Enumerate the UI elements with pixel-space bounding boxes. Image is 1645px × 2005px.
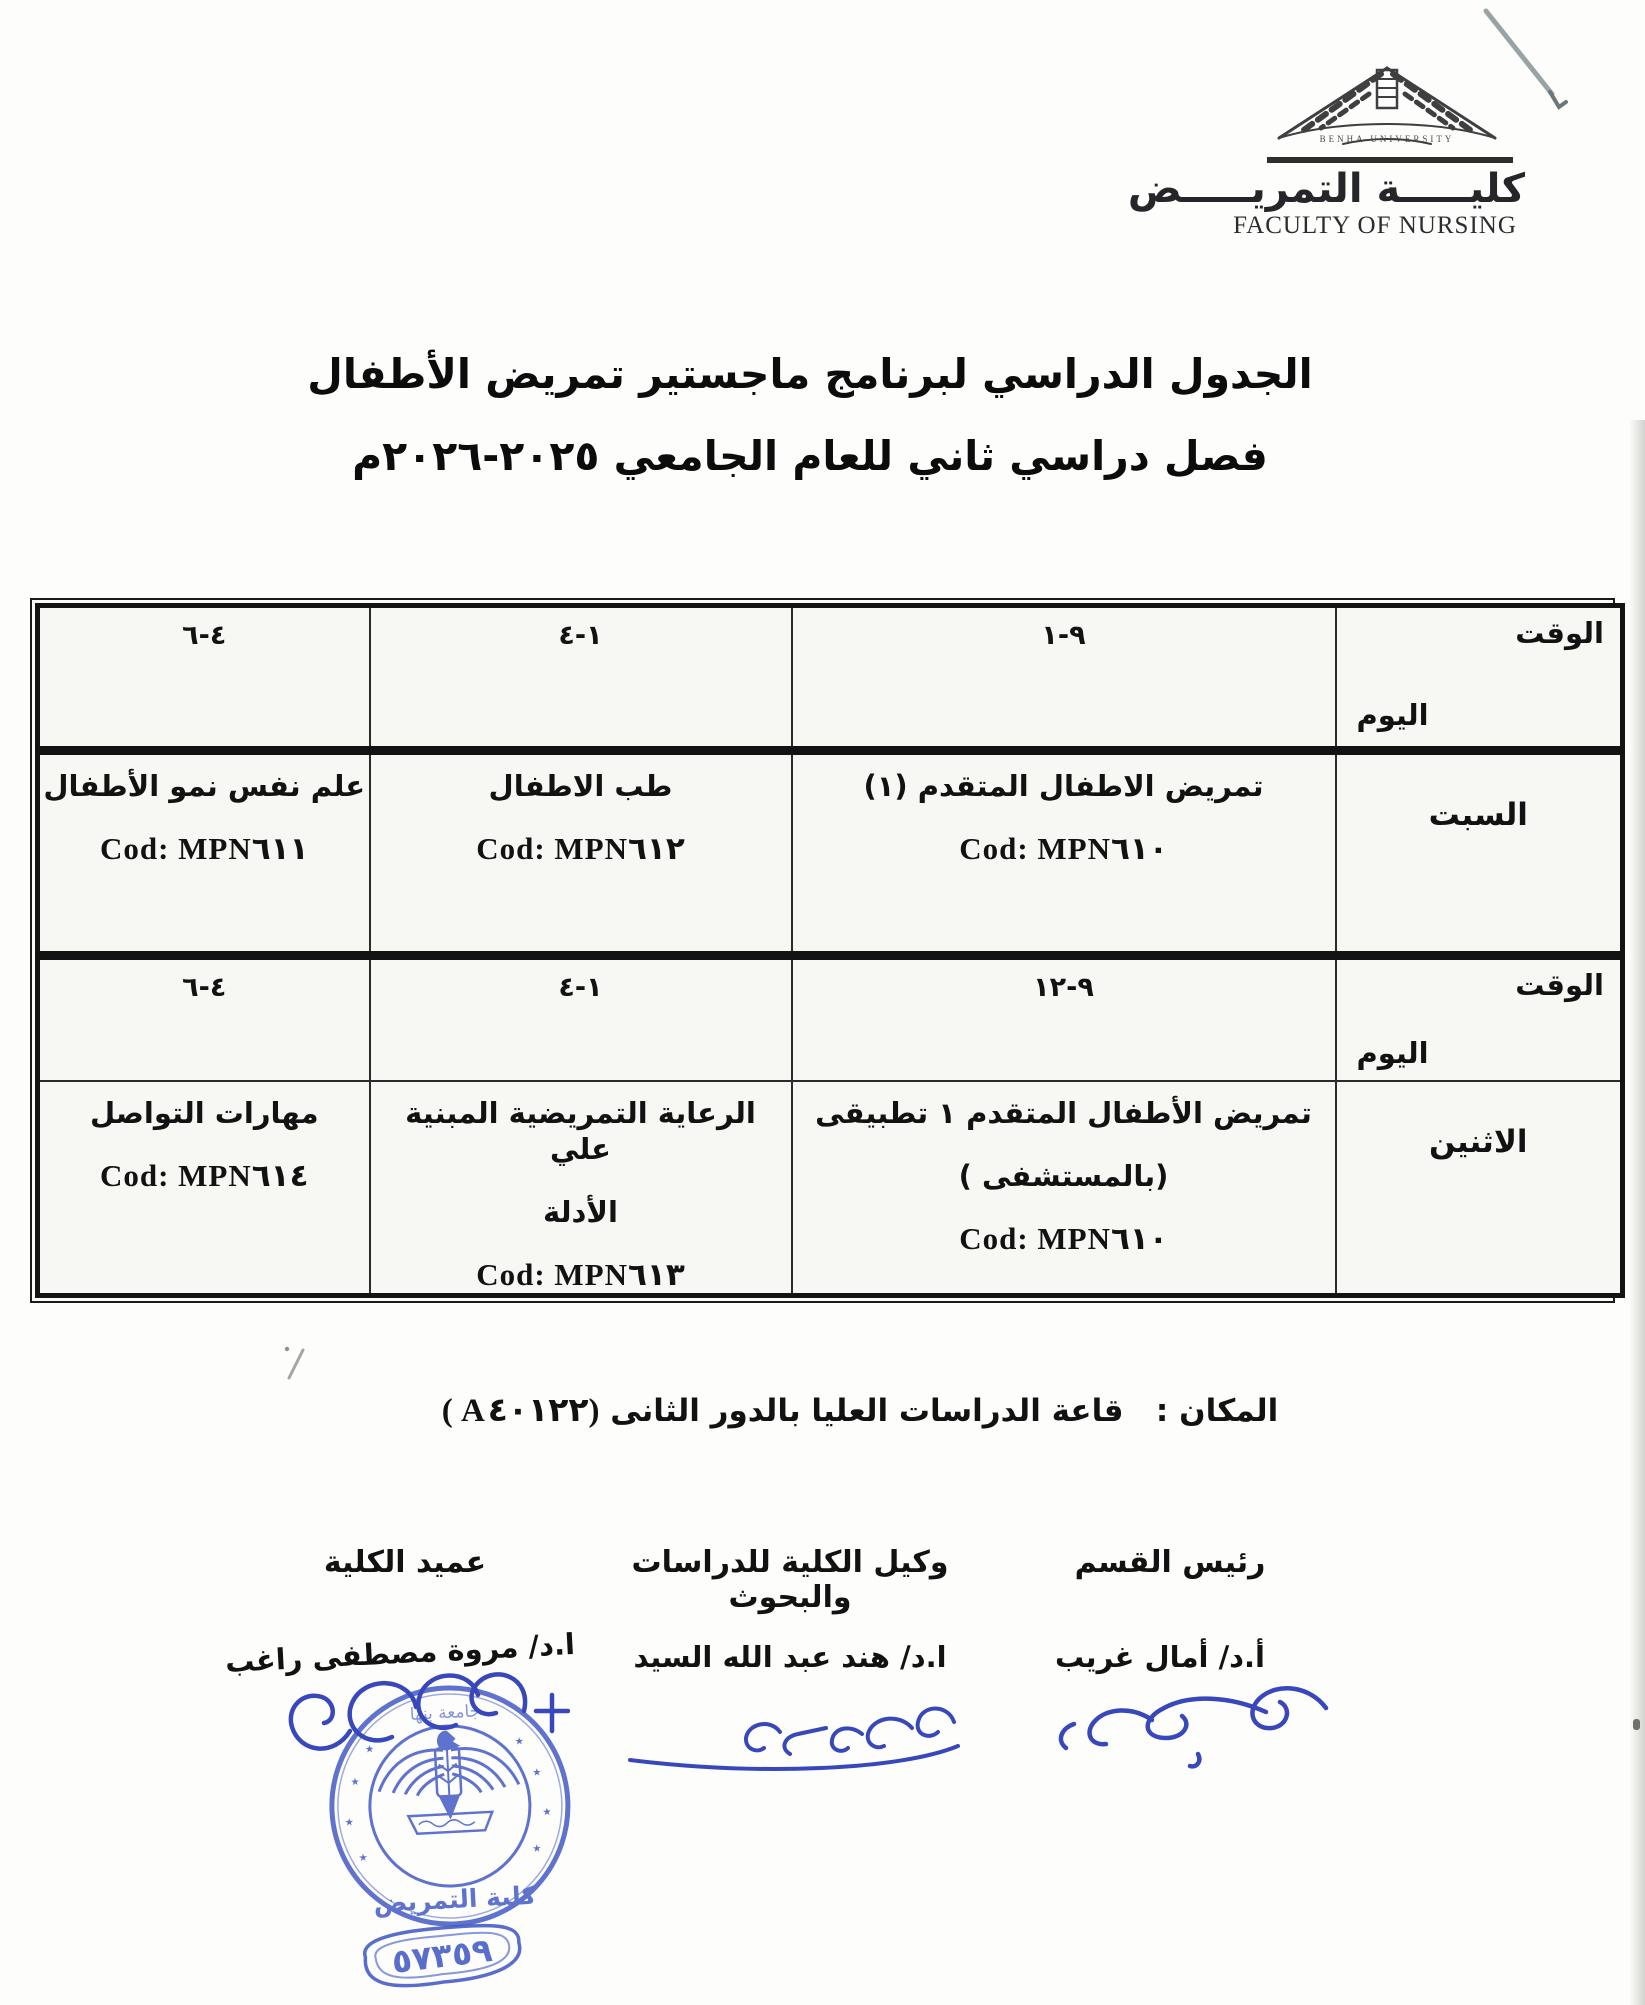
title-line-2: فصل دراسي ثاني للعام الجامعي ٢٠٢٥-٢٠٢٦م (352, 432, 1268, 480)
signature-title-vice-dean: وكيل الكلية للدراسات والبحوث (631, 1545, 949, 1615)
stamp-faculty-name: كلية التمريض (372, 1880, 537, 1919)
scan-edge-shadow (1629, 420, 1645, 2005)
time-slot-mon-1: ٩-١٢ (792, 956, 1336, 1081)
stamp-university-name: جامعة بنها (409, 1701, 481, 1725)
course-cell-mon-evidence-based-nursing-care (370, 1081, 792, 1296)
handwritten-signature-dean (240, 1655, 570, 1795)
course-code: Cod: MPN٦١١ (99, 831, 309, 867)
university-emblem-icon (1265, 60, 1509, 156)
small-scratch-mark (280, 1340, 314, 1384)
svg-text:٭: ٭ (349, 1771, 361, 1793)
svg-text:٭: ٭ (357, 1847, 369, 1868)
svg-text:٭: ٭ (344, 1812, 355, 1833)
course-cell-sat-advanced-pediatric-nursing (792, 751, 1336, 956)
course-cell-mon-advanced-pediatric-practical (792, 1081, 1336, 1296)
svg-text:٭: ٭ (541, 1801, 553, 1823)
time-slot-mon-2: ١-٤ (370, 956, 792, 1081)
course-name-line-1: الرعاية التمريضية المبنية علي (405, 1095, 756, 1166)
location-room-code: ( A٤٠١٢٢) (441, 1393, 600, 1429)
day-label: اليوم (1356, 698, 1429, 732)
course-name-line-2: (بالمستشفى ) (958, 1158, 1169, 1193)
course-cell-sat-child-development-psychology (38, 751, 370, 956)
day-cell-saturday: السبت (1336, 751, 1623, 956)
time-label: الوقت (1515, 968, 1604, 1002)
course-name: مهارات التواصل (89, 1095, 319, 1130)
course-name-line-2: الأدلة (543, 1195, 618, 1229)
svg-text:٭: ٭ (364, 1738, 375, 1760)
handwritten-signature-vice-dean (610, 1688, 970, 1783)
course-name: علم نفس نمو الأطفال (43, 769, 366, 803)
scan-speck (1633, 1719, 1640, 1730)
course-code: Cod: MPN٦١٢ (476, 831, 685, 867)
course-name: تمريض الاطفال المتقدم (١) (863, 769, 1264, 803)
course-code: Cod: MPN٦١٣ (476, 1257, 685, 1293)
document-title (260, 350, 1360, 480)
course-code: Cod: MPN٦١٤ (99, 1157, 309, 1193)
signature-title-department-head: رئيس القسم (1074, 1545, 1266, 1580)
course-code: Cod: MPN٦١٠ (959, 831, 1168, 867)
title-line-1: الجدول الدراسي لبرنامج ماجستير تمريض الأطفال (307, 350, 1313, 398)
course-name-line-1: تمريض الأطفال المتقدم ١ تطبيقى (815, 1095, 1312, 1130)
schedule-table-frame (30, 598, 1615, 1303)
course-name: طب الاطفال (488, 769, 673, 803)
signature-name-hend-abdallah: ا.د/ هند عبد الله السيد (633, 1640, 947, 1674)
location-text: قاعة الدراسات العليا بالدور الثانى (610, 1393, 1124, 1429)
stamp-serial-number: ٥٧٣٥٩ (389, 1930, 495, 1982)
location-line (280, 1390, 1440, 1430)
time-day-corner-cell (1336, 606, 1623, 751)
handwritten-signature-department-head (1040, 1668, 1340, 1778)
signature-name-marwa-mostafa: ا.د/ مروة مصطفى راغب (224, 1626, 576, 1680)
signature-name-amal-ghareeb: أ.د/ أمال غريب (1054, 1640, 1265, 1674)
time-slot-sat-2: ١-٤ (370, 606, 792, 751)
course-cell-mon-communication-skills (38, 1081, 370, 1296)
logo-english-name: FACULTY OF NURSING (1233, 212, 1517, 239)
time-slot-mon-3: ٤-٦ (38, 956, 370, 1081)
svg-text:٭: ٭ (514, 1731, 525, 1752)
logo-divider (1267, 157, 1513, 163)
time-day-corner-cell (1336, 956, 1623, 1081)
svg-text:٭: ٭ (531, 1762, 543, 1783)
emblem-caption: BENHA UNIVERSITY (1319, 134, 1455, 144)
time-slot-sat-1: ٩-١ (792, 606, 1336, 751)
location-label: المكان : (1155, 1393, 1279, 1429)
logo-arabic-name: كليـــــة التمريـــــض (1127, 166, 1525, 212)
course-code: Cod: MPN٦١٠ (959, 1221, 1168, 1256)
day-cell-monday: الاثنين (1336, 1081, 1623, 1296)
time-label: الوقت (1515, 616, 1604, 650)
day-label: اليوم (1356, 1035, 1429, 1070)
schedule-table (35, 603, 1625, 1298)
signature-title-dean: عميد الكلية (323, 1545, 487, 1580)
svg-text:٭: ٭ (531, 1838, 543, 1859)
course-cell-sat-pediatric-medicine (370, 751, 792, 956)
time-slot-sat-3: ٤-٦ (38, 606, 370, 751)
